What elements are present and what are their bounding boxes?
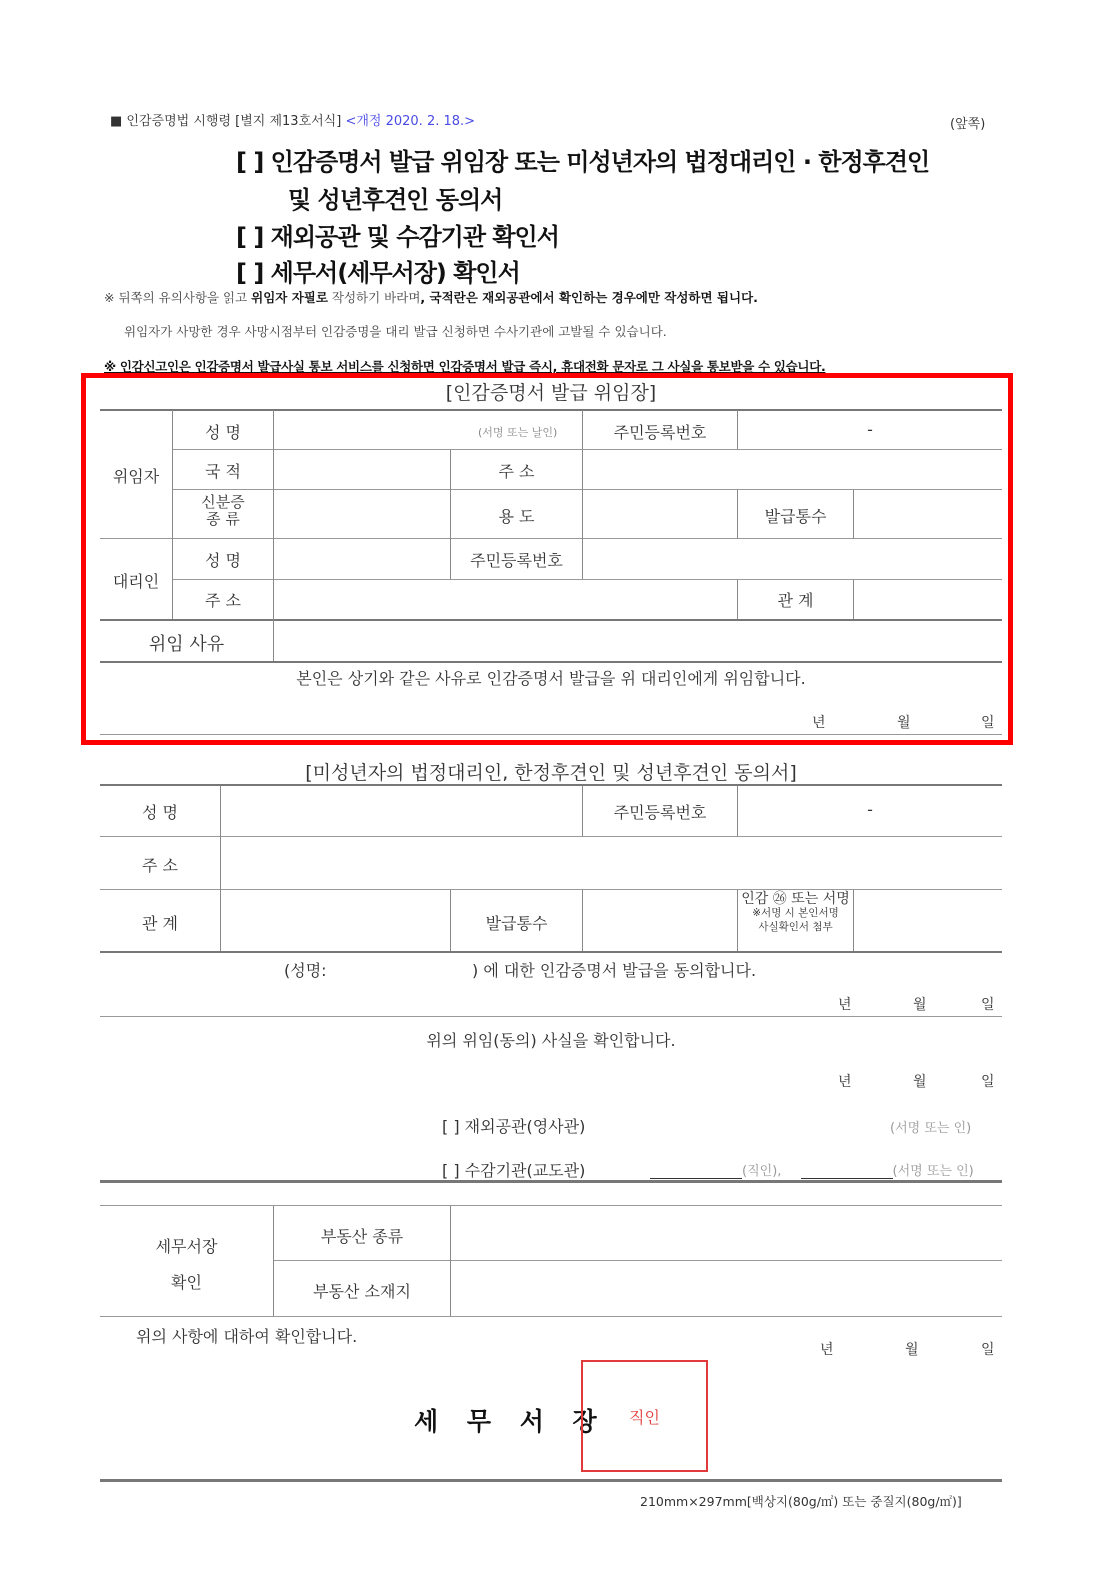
property-location-label: 부동산 소재지	[313, 1282, 411, 1301]
sign-hint: (서명 또는 날인)	[478, 426, 558, 439]
copies-label: 발급통수	[764, 507, 827, 526]
consent-statement-prefix: (성명:	[284, 961, 327, 980]
consent-name-field[interactable]	[221, 785, 582, 836]
consent-seal-field[interactable]	[854, 890, 1002, 951]
tax-office-label-1: 세무서장	[155, 1237, 218, 1256]
date-year: 년	[838, 997, 852, 1013]
title-line-4: [ ] 세무서(세무서장) 확인서	[236, 259, 520, 287]
property-type-field[interactable]	[451, 1206, 1002, 1260]
consent-relation-label: 관 계	[142, 914, 178, 933]
property-type-label: 부동산 종류	[320, 1227, 404, 1246]
consent-address-field[interactable]	[221, 837, 1002, 889]
prison-position-hint: (직인),	[742, 1164, 782, 1179]
property-location-field[interactable]	[451, 1261, 1002, 1316]
revision-date: <개정 2020. 2. 18.>	[345, 114, 476, 129]
date-day: 일	[981, 997, 995, 1013]
date-year: 년	[812, 715, 826, 731]
date-month: 월	[905, 1342, 919, 1358]
paper-spec: 210mm×297mm[백상지(80g/㎡) 또는 중질지(80g/㎡)]	[640, 1494, 962, 1509]
nationality-label: 국 적	[205, 462, 241, 481]
divider	[100, 1180, 1002, 1183]
agent-rrn-label: 주민등록번호	[470, 551, 563, 570]
consent-name-label: 성 명	[142, 803, 178, 822]
seal-label: 직인	[629, 1407, 660, 1427]
consent-relation-field[interactable]	[221, 890, 450, 951]
seal-note: 사실확인서 첨부	[758, 921, 833, 933]
divider	[100, 1316, 1002, 1317]
reason-label: 위임 사유	[148, 634, 225, 655]
delegator-address-label: 주 소	[498, 462, 535, 481]
prison-sign-hint: (서명 또는 인)	[892, 1164, 974, 1179]
law-reference: ■ 인감증명법 시행령 [별지 제13호서식]	[110, 114, 342, 129]
consent-minor-name-field[interactable]	[350, 956, 470, 978]
divider	[100, 1016, 1002, 1017]
consent-copies-label: 발급통수	[485, 914, 548, 933]
embassy-sign-hint: (서명 또는 인)	[890, 1121, 972, 1136]
consent-rrn-field[interactable]: -	[867, 800, 873, 819]
purpose-label: 용 도	[498, 507, 535, 526]
delegator-name-label: 성 명	[205, 423, 241, 442]
date-day: 일	[981, 715, 995, 731]
note-text: 작성하기 바라며	[327, 290, 421, 305]
seal-or-signature-label	[738, 892, 853, 934]
note-bold: , 국적란은 재외공관에서 확인하는 경우에만 작성하면 됩니다.	[420, 290, 758, 305]
seal-note: ※서명 시 본인서명	[752, 907, 839, 919]
date-day: 일	[981, 1342, 995, 1358]
official-seal-box	[581, 1360, 708, 1472]
note-line-1	[104, 288, 758, 306]
consent-section-title: [미성년자의 법정대리인, 한정후견인 및 성년후견인 동의서]	[305, 762, 797, 784]
seal-label: 인감 ㉖ 또는 서명	[741, 891, 850, 907]
consent-copies-field[interactable]	[583, 890, 737, 951]
prison-position-blank[interactable]	[650, 1164, 742, 1179]
tax-office-chief-label: 세 무 서 장	[414, 1407, 607, 1436]
note-line-2: 위임자가 사망한 경우 사망시점부터 인감증명을 대리 발급 신청하면 수사기관에 고발될 수 있습니다.	[124, 324, 667, 339]
agent-address-label: 주 소	[205, 591, 241, 610]
page-side: (앞쪽)	[950, 117, 986, 132]
consent-address-label: 주 소	[142, 856, 178, 875]
note-text: ※ 뒤쪽의 유의사항을 읽고	[104, 290, 252, 305]
confirmation-statement: 위의 위임(동의) 사실을 확인합니다.	[426, 1031, 676, 1050]
tax-office-statement: 위의 사항에 대하여 확인합니다.	[136, 1327, 358, 1346]
date-year: 년	[820, 1342, 834, 1358]
note-bold: 위임자 자필로	[251, 290, 328, 305]
delegation-section-title: [인감증명서 발급 위임장]	[445, 382, 657, 404]
date-month: 월	[913, 997, 927, 1013]
date-month: 월	[913, 1074, 927, 1090]
title-line-3: [ ] 재외공관 및 수감기관 확인서	[236, 223, 559, 251]
divider	[100, 1479, 1002, 1482]
title-line-1: [ ] 인감증명서 발급 위임장 또는 미성년자의 법정대리인 · 한정후견인	[236, 148, 930, 176]
highlight-box	[81, 373, 1013, 745]
agent-name-label: 성 명	[205, 551, 241, 570]
prison-checkbox-label[interactable]: [ ] 수감기관(교도관)	[442, 1161, 586, 1180]
date-day: 일	[981, 1074, 995, 1090]
delegator-rrn-field[interactable]: -	[867, 420, 873, 439]
title-line-2: 및 성년후견인 동의서	[288, 186, 503, 214]
id-type-label-line: 종 류	[206, 510, 240, 528]
prison-sign-blank[interactable]	[801, 1164, 893, 1179]
delegator-label: 위임자	[112, 467, 160, 486]
agent-label: 대리인	[112, 572, 160, 591]
consent-rrn-label: 주민등록번호	[613, 803, 707, 822]
id-type-label-line: 신분증	[201, 493, 245, 511]
date-year: 년	[838, 1074, 852, 1090]
consent-statement-suffix: ) 에 대한 인감증명서 발급을 동의합니다.	[472, 961, 757, 980]
relation-label: 관 계	[777, 591, 814, 610]
delegator-rrn-label: 주민등록번호	[613, 423, 707, 442]
date-month: 월	[897, 715, 911, 731]
embassy-checkbox-label[interactable]: [ ] 재외공관(영사관)	[442, 1117, 586, 1136]
tax-office-label-2: 확인	[171, 1273, 202, 1292]
form-reference	[110, 110, 475, 129]
prison-sign-row	[650, 1160, 974, 1179]
note-line-3: ※ 인감신고인은 인감증명서 발급사실 통보 서비스를 신청하면 인감증명서 발급 즉시, 휴대전화 문자로 그 사실을 통보받을 수 있습니다.	[104, 359, 826, 374]
delegation-statement: 본인은 상기와 같은 사유로 인감증명서 발급을 위 대리인에게 위임합니다.	[296, 669, 806, 688]
divider	[100, 951, 1002, 953]
